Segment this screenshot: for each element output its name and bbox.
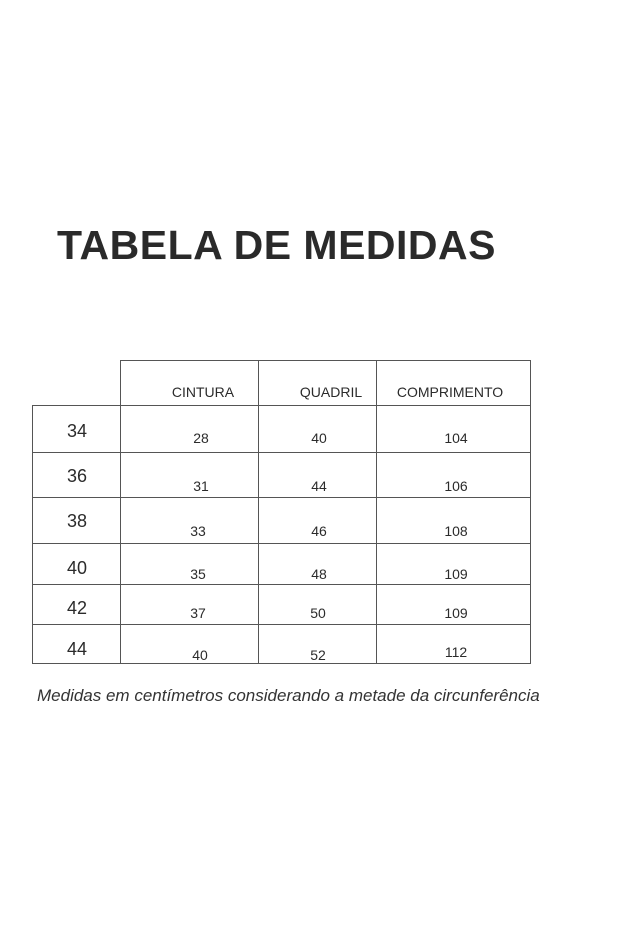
size-label: 38 [67, 511, 88, 531]
size-label: 42 [67, 598, 88, 618]
cintura-value: 40 [192, 647, 208, 663]
table-line [258, 360, 259, 663]
table-line [32, 584, 531, 585]
measurement-note: Medidas em centímetros considerando a metade da circunferência [37, 686, 540, 705]
comprimento-value: 104 [444, 430, 468, 446]
size-label: 34 [67, 421, 88, 441]
cintura-value: 31 [193, 478, 209, 494]
size-label: 40 [67, 558, 88, 578]
table-line [32, 543, 531, 544]
quadril-value: 44 [311, 478, 327, 494]
table-line [32, 405, 33, 663]
page-title: TABELA DE MEDIDAS [57, 222, 496, 268]
quadril-value: 46 [311, 523, 327, 539]
comprimento-value: 108 [444, 523, 468, 539]
quadril-value: 50 [310, 605, 326, 621]
size-label: 44 [67, 639, 88, 659]
table-line [32, 452, 531, 453]
quadril-value: 48 [311, 566, 327, 582]
table-line [32, 624, 531, 625]
column-header-cintura: CINTURA [171, 384, 235, 400]
comprimento-value: 109 [444, 566, 468, 582]
quadril-value: 52 [310, 647, 326, 663]
column-header-quadril: QUADRIL [299, 384, 363, 400]
cintura-value: 28 [193, 430, 209, 446]
table-line [32, 663, 531, 664]
table-line [120, 360, 531, 361]
comprimento-value: 112 [444, 644, 468, 660]
cintura-value: 35 [190, 566, 206, 582]
table-line [120, 360, 121, 663]
table-line [530, 360, 531, 663]
table-line [32, 405, 531, 406]
comprimento-value: 106 [444, 478, 468, 494]
cintura-value: 37 [190, 605, 206, 621]
comprimento-value: 109 [444, 605, 468, 621]
size-label: 36 [67, 466, 88, 486]
table-line [32, 497, 531, 498]
quadril-value: 40 [311, 430, 327, 446]
cintura-value: 33 [190, 523, 206, 539]
column-header-comprimento: COMPRIMENTO [396, 384, 504, 400]
table-line [376, 360, 377, 663]
